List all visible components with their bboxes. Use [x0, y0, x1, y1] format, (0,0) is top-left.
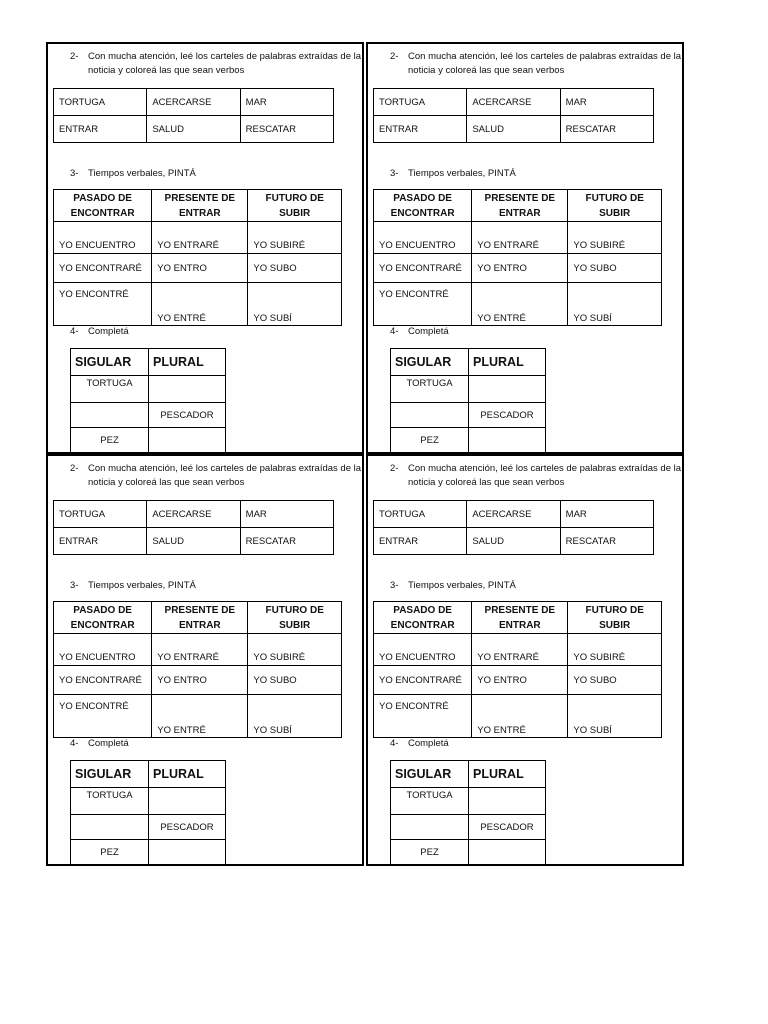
verb-cell[interactable]: YO ENCUENTRO — [54, 222, 152, 254]
singular-cell[interactable]: TORTUGA — [391, 376, 469, 403]
verb-cell[interactable]: YO SUBÍ — [248, 283, 342, 326]
question-4 — [390, 737, 449, 751]
singular-cell[interactable]: PEZ — [391, 840, 469, 865]
singular-plural-table — [390, 348, 546, 453]
column-header: PASADO DE ENCONTRAR — [374, 190, 472, 222]
question-text: Con mucha atención, leé los carteles de palabras extraídas de la — [88, 51, 362, 62]
worksheet-card — [46, 454, 364, 866]
word-cell[interactable]: SALUD — [467, 116, 560, 143]
word-cell[interactable]: ENTRAR — [54, 116, 147, 143]
column-header: PASADO DE ENCONTRAR — [54, 190, 152, 222]
question-number: 4- — [70, 738, 79, 749]
plural-cell[interactable] — [149, 428, 226, 453]
question-2 — [390, 50, 681, 78]
word-cell[interactable]: RESCATAR — [560, 116, 653, 143]
verb-cell[interactable]: YO ENTRÉ — [472, 695, 568, 738]
verb-cell[interactable]: YO ENTRO — [152, 666, 248, 695]
verb-cell[interactable]: YO SUBIRÉ — [248, 222, 342, 254]
singular-cell[interactable]: PEZ — [71, 428, 149, 453]
verb-cell[interactable]: YO ENCONTRÉ — [54, 695, 152, 738]
question-number: 3- — [390, 580, 399, 591]
column-header: PLURAL — [469, 761, 546, 788]
word-cell[interactable]: TORTUGA — [54, 89, 147, 116]
plural-cell[interactable] — [469, 840, 546, 865]
word-cards-table — [53, 88, 334, 143]
column-header: SIGULAR — [71, 349, 149, 376]
singular-cell[interactable]: TORTUGA — [391, 788, 469, 815]
word-cards-table — [373, 500, 654, 555]
word-cell[interactable]: SALUD — [467, 528, 560, 555]
question-text-line2: noticia y coloreá las que sean verbos — [408, 65, 565, 76]
question-number: 2- — [390, 463, 399, 474]
verb-cell[interactable]: YO SUBO — [568, 254, 662, 283]
column-header: PRESENTE DE ENTRAR — [152, 190, 248, 222]
column-header: PASADO DE ENCONTRAR — [54, 602, 152, 634]
verb-cell[interactable]: YO ENCONTRARÉ — [54, 254, 152, 283]
column-header: FUTURO DE SUBIR — [568, 602, 662, 634]
word-cards-table — [373, 88, 654, 143]
question-text: Con mucha atención, leé los carteles de palabras extraídas de la — [408, 51, 682, 62]
word-cell[interactable]: ACERCARSE — [467, 501, 560, 528]
verb-cell[interactable]: YO ENTRARÉ — [152, 222, 248, 254]
verb-cell[interactable]: YO ENTRO — [152, 254, 248, 283]
word-cell[interactable]: RESCATAR — [240, 528, 333, 555]
question-3 — [70, 579, 196, 593]
verb-tenses-table — [53, 601, 342, 738]
verb-cell[interactable]: YO ENCONTRARÉ — [374, 254, 472, 283]
word-cell[interactable]: ENTRAR — [374, 116, 467, 143]
verb-cell[interactable]: YO ENTRÉ — [152, 695, 248, 738]
verb-cell[interactable]: YO SUBIRÉ — [568, 634, 662, 666]
column-header: PLURAL — [149, 349, 226, 376]
plural-cell[interactable] — [149, 840, 226, 865]
verb-tenses-table — [373, 601, 662, 738]
question-number: 4- — [70, 326, 79, 337]
singular-plural-table — [70, 348, 226, 453]
word-cell[interactable]: MAR — [560, 501, 653, 528]
word-cards-table — [53, 500, 334, 555]
column-header: SIGULAR — [391, 349, 469, 376]
question-3 — [70, 167, 196, 181]
singular-cell[interactable] — [71, 815, 149, 840]
word-cell[interactable]: MAR — [240, 89, 333, 116]
column-header: SIGULAR — [71, 761, 149, 788]
question-text-line2: noticia y coloreá las que sean verbos — [408, 477, 565, 488]
verb-cell[interactable]: YO ENTRARÉ — [472, 634, 568, 666]
plural-cell[interactable]: PESCADOR — [469, 403, 546, 428]
verb-cell[interactable]: YO ENTRO — [472, 666, 568, 695]
word-cell[interactable]: ACERCARSE — [467, 89, 560, 116]
word-cell[interactable]: ENTRAR — [374, 528, 467, 555]
verb-cell[interactable]: YO SUBO — [248, 254, 342, 283]
verb-cell[interactable]: YO ENCUENTRO — [374, 634, 472, 666]
verb-cell[interactable]: YO ENCUENTRO — [374, 222, 472, 254]
question-text: Tiempos verbales, PINTÁ — [408, 168, 516, 179]
plural-cell[interactable] — [469, 376, 546, 403]
column-header: PLURAL — [149, 761, 226, 788]
column-header: SIGULAR — [391, 761, 469, 788]
word-cell[interactable]: ENTRAR — [54, 528, 147, 555]
verb-cell[interactable]: YO SUBO — [248, 666, 342, 695]
question-text: Completá — [88, 326, 129, 337]
singular-cell[interactable] — [71, 403, 149, 428]
question-text: Tiempos verbales, PINTÁ — [88, 168, 196, 179]
question-text: Con mucha atención, leé los carteles de palabras extraídas de la — [408, 463, 682, 474]
singular-cell[interactable]: TORTUGA — [71, 376, 149, 403]
question-number: 2- — [70, 463, 79, 474]
verb-cell[interactable]: YO SUBÍ — [568, 283, 662, 326]
verb-cell[interactable]: YO ENTRÉ — [472, 283, 568, 326]
verb-cell[interactable]: YO ENTRÉ — [152, 283, 248, 326]
singular-cell[interactable] — [391, 815, 469, 840]
verb-cell[interactable]: YO ENCUENTRO — [54, 634, 152, 666]
question-3 — [390, 579, 516, 593]
singular-cell[interactable]: PEZ — [71, 840, 149, 865]
verb-cell[interactable]: YO SUBO — [568, 666, 662, 695]
verb-cell[interactable]: YO SUBÍ — [568, 695, 662, 738]
singular-cell[interactable]: PEZ — [391, 428, 469, 453]
verb-tenses-table — [53, 189, 342, 326]
plural-cell[interactable]: PESCADOR — [149, 403, 226, 428]
word-cell[interactable]: MAR — [240, 501, 333, 528]
verb-cell[interactable]: YO SUBÍ — [248, 695, 342, 738]
column-header: PRESENTE DE ENTRAR — [152, 602, 248, 634]
question-text: Tiempos verbales, PINTÁ — [88, 580, 196, 591]
question-number: 3- — [390, 168, 399, 179]
worksheet-card — [46, 42, 364, 454]
verb-cell[interactable]: YO ENTRO — [472, 254, 568, 283]
question-4 — [70, 325, 129, 339]
question-text: Completá — [88, 738, 129, 749]
verb-cell[interactable]: YO ENCONTRÉ — [374, 695, 472, 738]
question-text: Con mucha atención, leé los carteles de palabras extraídas de la — [88, 463, 362, 474]
plural-cell[interactable]: PESCADOR — [149, 815, 226, 840]
word-cell[interactable]: MAR — [560, 89, 653, 116]
plural-cell[interactable] — [149, 376, 226, 403]
singular-plural-table — [390, 760, 546, 865]
column-header: PLURAL — [469, 349, 546, 376]
column-header: FUTURO DE SUBIR — [248, 602, 342, 634]
word-cell[interactable]: RESCATAR — [560, 528, 653, 555]
verb-cell[interactable]: YO ENTRARÉ — [472, 222, 568, 254]
question-2 — [70, 50, 361, 78]
verb-cell[interactable]: YO ENTRARÉ — [152, 634, 248, 666]
plural-cell[interactable] — [469, 788, 546, 815]
word-cell[interactable]: RESCATAR — [240, 116, 333, 143]
question-number: 2- — [390, 51, 399, 62]
singular-cell[interactable]: TORTUGA — [71, 788, 149, 815]
question-2 — [390, 462, 681, 490]
worksheet-card — [366, 454, 684, 866]
question-4 — [70, 737, 129, 751]
plural-cell[interactable] — [149, 788, 226, 815]
singular-plural-table — [70, 760, 226, 865]
question-number: 2- — [70, 51, 79, 62]
singular-cell[interactable] — [391, 403, 469, 428]
word-cell[interactable]: ACERCARSE — [147, 501, 240, 528]
verb-tenses-table — [373, 189, 662, 326]
question-4 — [390, 325, 449, 339]
question-text-line2: noticia y coloreá las que sean verbos — [88, 65, 245, 76]
plural-cell[interactable]: PESCADOR — [469, 815, 546, 840]
word-cell[interactable]: TORTUGA — [374, 89, 467, 116]
column-header: PRESENTE DE ENTRAR — [472, 190, 568, 222]
word-cell[interactable]: ACERCARSE — [147, 89, 240, 116]
worksheet-card — [366, 42, 684, 454]
question-2 — [70, 462, 361, 490]
word-cell[interactable]: TORTUGA — [54, 501, 147, 528]
verb-cell[interactable]: YO ENCONTRÉ — [54, 283, 152, 326]
question-text: Completá — [408, 738, 449, 749]
question-number: 3- — [70, 168, 79, 179]
question-text-line2: noticia y coloreá las que sean verbos — [88, 477, 245, 488]
word-cell[interactable]: SALUD — [147, 528, 240, 555]
question-3 — [390, 167, 516, 181]
column-header: FUTURO DE SUBIR — [248, 190, 342, 222]
verb-cell[interactable]: YO SUBIRÉ — [568, 222, 662, 254]
verb-cell[interactable]: YO ENCONTRARÉ — [54, 666, 152, 695]
question-number: 4- — [390, 326, 399, 337]
column-header: PRESENTE DE ENTRAR — [472, 602, 568, 634]
column-header: FUTURO DE SUBIR — [568, 190, 662, 222]
question-number: 3- — [70, 580, 79, 591]
question-text: Tiempos verbales, PINTÁ — [408, 580, 516, 591]
verb-cell[interactable]: YO SUBIRÉ — [248, 634, 342, 666]
question-text: Completá — [408, 326, 449, 337]
word-cell[interactable]: SALUD — [147, 116, 240, 143]
word-cell[interactable]: TORTUGA — [374, 501, 467, 528]
verb-cell[interactable]: YO ENCONTRÉ — [374, 283, 472, 326]
question-number: 4- — [390, 738, 399, 749]
plural-cell[interactable] — [469, 428, 546, 453]
verb-cell[interactable]: YO ENCONTRARÉ — [374, 666, 472, 695]
column-header: PASADO DE ENCONTRAR — [374, 602, 472, 634]
